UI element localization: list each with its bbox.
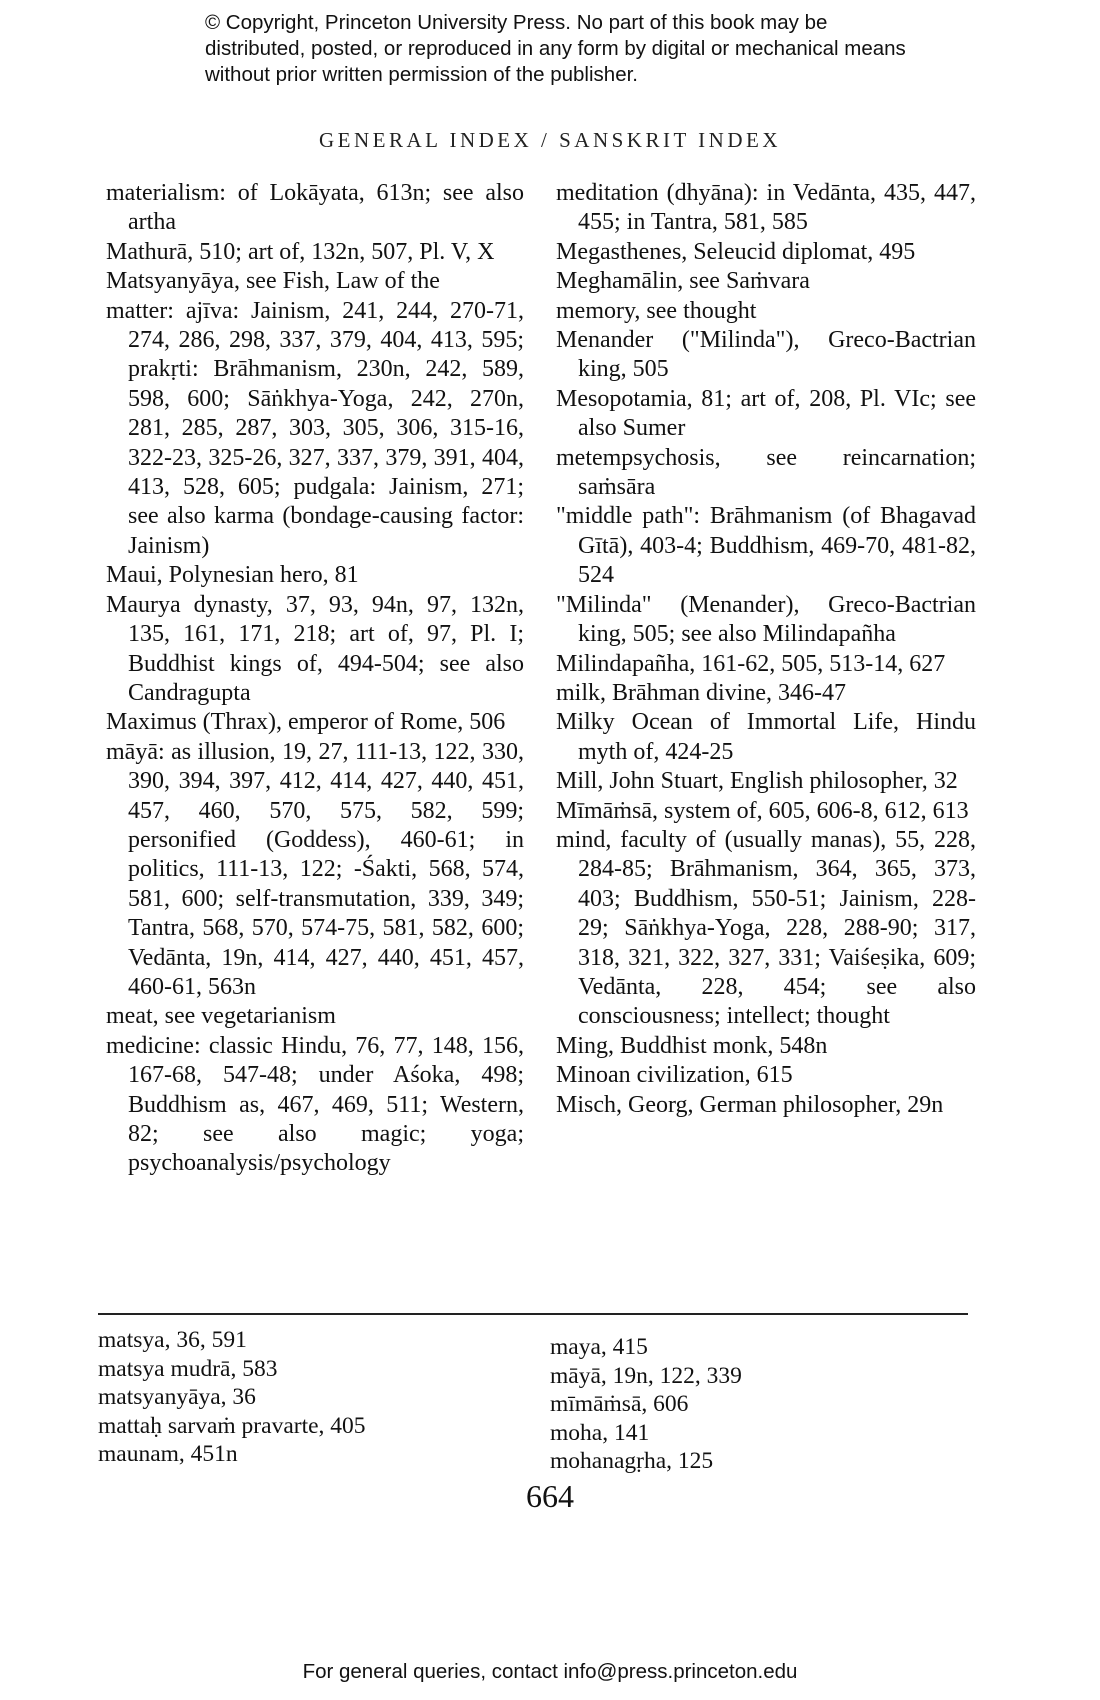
index-entry: Maui, Polynesian hero, 81 bbox=[106, 562, 359, 589]
sanskrit-entry: matsya mudrā, 583 bbox=[98, 1355, 278, 1382]
sanskrit-entry: matsya, 36, 591 bbox=[98, 1327, 247, 1353]
index-entry: matter: ajīva: Jainism, 241, 244, 270-71, 274, 286, 298, 337, 379, 404, 413, 595; prakṛti: Brāhmanism, 230n, 242, 589, 598, 600; Sāṅkhya-Yoga, 242, 270n, 281, 285, 287, 303, 305, 306, 315-16, 322-23, 325-26, 327, 337, 379, 391, 404, 413, 528, 605; pudgala: Jainism, 271; see also karma (bondage-causing factor: Jainism) bbox=[106, 297, 524, 559]
sanskrit-entry: mīmāṁsā, 606 bbox=[550, 1391, 689, 1418]
index-entry: materialism: of Lokāyata, 613n; see also artha bbox=[106, 180, 524, 236]
index-entry: māyā: as illusion, 19, 27, 111-13, 122, 330, 390, 394, 397, 412, 414, 427, 440, 451, 457, 460, 570, 575, 582, 599; personified (Goddess), 460-61; in politics, 111-13, 122; -Śakti, 568, 574, 581, 600; self-transmutation, 339, 349; Tantra, 568, 570, 574-75, 581, 582, 600; Vedānta, 19n, 414, 427, 440, 451, 457, 460-61, 563n bbox=[106, 738, 524, 1000]
sanskrit-entry: maya, 415 bbox=[550, 1334, 648, 1360]
sanskrit-entry: matsyanyāya, 36 bbox=[98, 1384, 256, 1411]
index-entry: medicine: classic Hindu, 76, 77, 148, 156, 167-68, 547-48; under Aśoka, 498; Buddhism as, 467, 469, 511; Western, 82; see also magic; yoga; psychoanalysis/psychology bbox=[106, 1032, 524, 1177]
index-entry: metempsychosis, see reincarnation; saṁsāra bbox=[556, 444, 976, 501]
index-entry: Maurya dynasty, 37, 93, 94n, 97, 132n, 135, 161, 171, 218; art of, 97, Pl. I; Buddhist kings of, 494-504; see also Candragupta bbox=[106, 591, 524, 706]
index-entry: Mathurā, 510; art of, 132n, 507, Pl. V, X bbox=[106, 238, 495, 265]
index-entry: Milky Ocean of Immortal Life, Hindu myth of, 424-25 bbox=[556, 709, 976, 765]
index-entry: Milindapañha, 161-62, 505, 513-14, 627 bbox=[556, 650, 946, 677]
index-entry: Mesopotamia, 81; art of, 208, Pl. VIc; see also Sumer bbox=[556, 385, 976, 442]
index-entry: Ming, Buddhist monk, 548n bbox=[556, 1032, 828, 1059]
sanskrit-entry: moha, 141 bbox=[550, 1419, 650, 1446]
index-entry: memory, see thought bbox=[556, 297, 757, 324]
index-entry: Megasthenes, Seleucid diplomat, 495 bbox=[556, 238, 916, 265]
page-number: 664 bbox=[526, 1478, 574, 1514]
general-index-right-column bbox=[556, 179, 976, 1120]
index-entry: mind, faculty of (usually manas), 55, 228, 284-85; Brāhmanism, 364, 365, 373, 403; Buddhism, 550-51; Jainism, 228-29; Sāṅkhya-Yoga, 228, 288-90; 317, 318, 321, 322, 327, 331; Vaiśeṣika, 609; Vedānta, 228, 454; see also consciousness; intellect; thought bbox=[556, 826, 976, 1030]
footer-contact: For general queries, contact info@press.princeton.edu bbox=[302, 1660, 798, 1683]
general-index-left-column bbox=[106, 179, 524, 1179]
sanskrit-index-right-column bbox=[550, 1333, 970, 1476]
index-entry: meat, see vegetarianism bbox=[106, 1003, 336, 1030]
copyright-notice: © Copyright, Princeton University Press. No part of this book may be distributed, posted, or reproduced in any form by digital or mechanical means without prior written permission of the publisher. bbox=[205, 11, 906, 86]
index-entry: meditation (dhyāna): in Vedānta, 435, 447, 455; in Tantra, 581, 585 bbox=[556, 180, 976, 236]
index-divider-rule bbox=[98, 1313, 968, 1315]
index-entry: milk, Brāhman divine, 346-47 bbox=[556, 679, 846, 706]
sanskrit-entry: maunam, 451n bbox=[98, 1441, 238, 1468]
index-entry: Meghamālin, see Saṁvara bbox=[556, 268, 810, 295]
index-entry: "Milinda" (Menander), Greco-Bactrian king, 505; see also Milindapañha bbox=[556, 591, 976, 648]
sanskrit-entry: māyā, 19n, 122, 339 bbox=[550, 1362, 742, 1389]
index-entry: Minoan civilization, 615 bbox=[556, 1062, 793, 1089]
index-entry: "middle path": Brāhmanism (of Bhagavad Gītā), 403-4; Buddhism, 469-70, 481-82, 524 bbox=[556, 503, 976, 589]
index-entry: Mīmāṁsā, system of, 605, 606-8, 612, 613 bbox=[556, 797, 969, 824]
running-head: GENERAL INDEX / SANSKRIT INDEX bbox=[319, 128, 781, 152]
index-entry: Maximus (Thrax), emperor of Rome, 506 bbox=[106, 709, 506, 736]
sanskrit-entry: mattaḥ sarvaṁ pravarte, 405 bbox=[98, 1412, 366, 1439]
sanskrit-index-left-column bbox=[98, 1326, 518, 1469]
index-entry: Matsyanyāya, see Fish, Law of the bbox=[106, 268, 440, 295]
index-entry: Misch, Georg, German philosopher, 29n bbox=[556, 1091, 944, 1118]
sanskrit-entry: mohanagṛha, 125 bbox=[550, 1448, 714, 1475]
index-entry: Menander ("Milinda"), Greco-Bactrian king, 505 bbox=[556, 327, 976, 383]
index-entry: Mill, John Stuart, English philosopher, 32 bbox=[556, 768, 958, 795]
